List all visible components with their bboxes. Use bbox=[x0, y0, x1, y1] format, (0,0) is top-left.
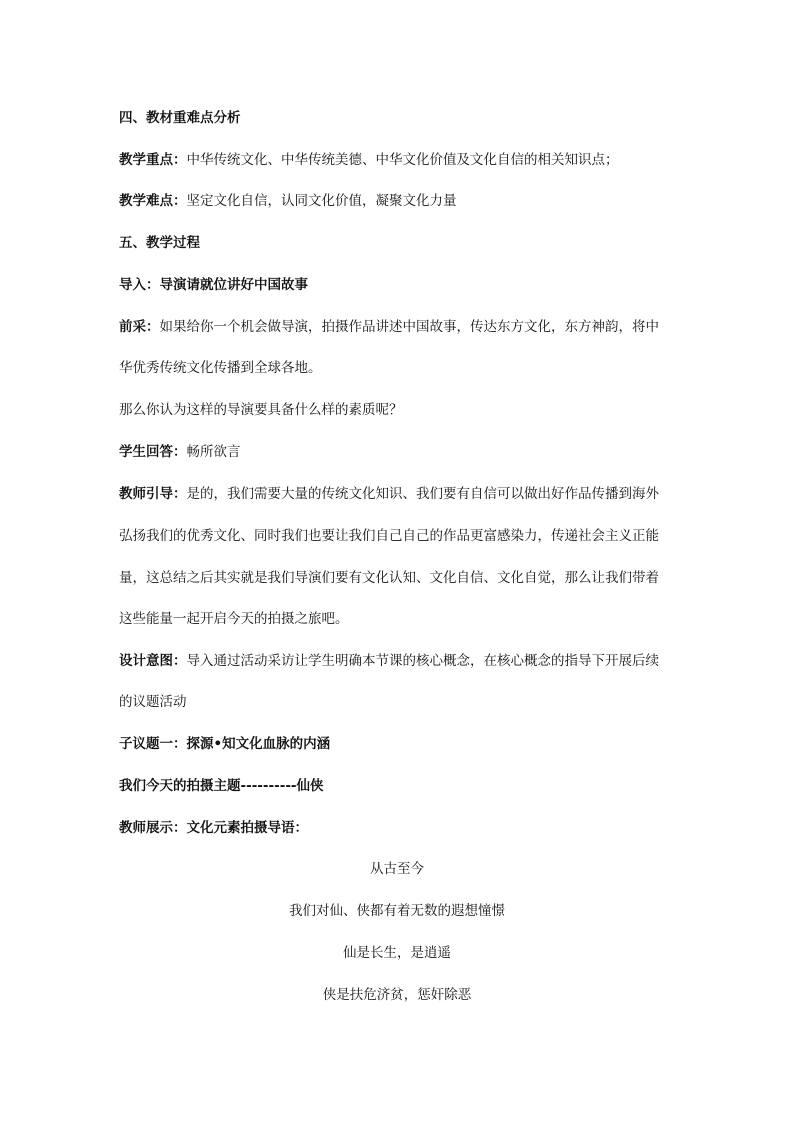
shooting-theme: 我们今天的拍摄主题----------仙侠 bbox=[119, 778, 324, 794]
key-points-label: 教学重点： bbox=[119, 152, 187, 168]
design-text-1: 导入通过活动采访让学生明确本节课的核心概念，在核心概念的指导下开展后续 bbox=[186, 653, 659, 669]
key-points-text: 中华传统文化、中华传统美德、中华文化价值及文化自信的相关知识点； bbox=[186, 152, 619, 168]
preview-label: 前采： bbox=[119, 319, 160, 335]
student-answer-line bbox=[119, 443, 241, 461]
key-points-line bbox=[119, 151, 619, 169]
sub-topic-heading: 子议题一：探源•知文化血脉的内涵 bbox=[119, 736, 331, 752]
preview-text-1: 如果给你一个机会做导演，拍摄作品讲述中国故事，传达东方文化，东方神韵，将中 bbox=[159, 319, 659, 335]
teacher-label: 教师引导： bbox=[119, 486, 187, 502]
section-heading-4: 四、教材重难点分析 bbox=[119, 110, 241, 126]
student-label: 学生回答： bbox=[119, 444, 187, 460]
section-heading-5: 五、教学过程 bbox=[119, 235, 200, 251]
teacher-show-heading: 教师展示：文化元素拍摄导语： bbox=[119, 820, 308, 836]
poem-line-3: 仙是长生，是逍遥 bbox=[343, 945, 451, 961]
difficulty-line bbox=[119, 192, 457, 210]
teacher-guide-line-3: 量，这总结之后其实就是我们导演们要有文化认知、文化自信、文化自觉，那么让我们带着 bbox=[119, 570, 659, 586]
design-intent-line-1 bbox=[119, 652, 659, 670]
poem-line-4: 侠是扶危济贫，惩奸除恶 bbox=[322, 987, 472, 1003]
student-text: 畅所欲言 bbox=[186, 444, 241, 460]
design-label: 设计意图： bbox=[119, 653, 187, 669]
poem-line-1: 从古至今 bbox=[370, 861, 424, 877]
intro-heading: 导入：导演请就位讲好中国故事 bbox=[119, 277, 308, 293]
teacher-guide-line-2: 弘扬我们的优秀文化、同时我们也要让我们自己自己的作品更富感染力，传递社会主义正能 bbox=[119, 528, 659, 544]
question-line: 那么你认为这样的导演要具备什么样的素质呢？ bbox=[119, 402, 403, 418]
teacher-text-1: 是的，我们需要大量的传统文化知识、我们要有自信可以做出好作品传播到海外 bbox=[186, 486, 659, 502]
teacher-guide-line-1 bbox=[119, 485, 659, 503]
design-intent-line-2: 的议题活动 bbox=[119, 694, 187, 710]
preview-line-1 bbox=[119, 318, 659, 336]
difficulty-text: 坚定文化自信，认同文化价值，凝聚文化力量 bbox=[186, 193, 457, 209]
poem-line-2: 我们对仙、侠都有着无数的遐想憧憬 bbox=[289, 903, 505, 919]
difficulty-label: 教学难点： bbox=[119, 193, 187, 209]
preview-line-2: 华优秀传统文化传播到全球各地。 bbox=[119, 360, 322, 376]
teacher-guide-line-4: 这些能量一起开启今天的拍摄之旅吧。 bbox=[119, 611, 349, 627]
